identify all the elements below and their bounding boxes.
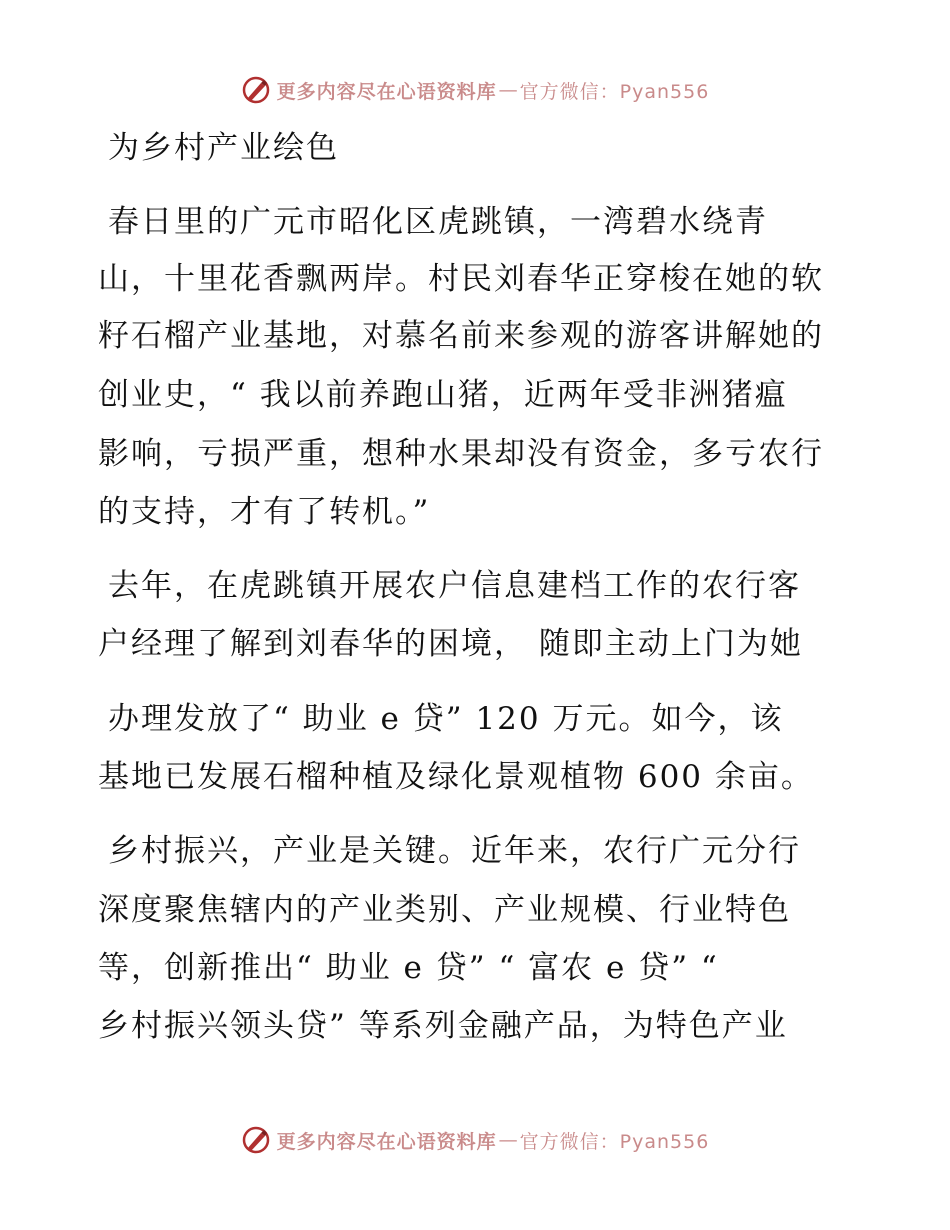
watermark-separator: — bbox=[498, 1129, 518, 1151]
watermark-wechat-text: 官方微信：Pyan556 bbox=[519, 80, 710, 103]
document-title: 为乡村产业绘色 bbox=[108, 130, 339, 166]
paragraph-line: 创业史，“ 我以前养跑山猪，近两年受非洲猪瘟 bbox=[98, 377, 788, 413]
header-watermark bbox=[0, 72, 950, 108]
paragraph-line: 乡村振兴，产业是关键。近年来，农行广元分行 bbox=[108, 833, 801, 869]
watermark-separator: — bbox=[498, 79, 518, 101]
watermark-wechat-text: 官方微信：Pyan556 bbox=[519, 1130, 710, 1153]
pen-logo-icon bbox=[241, 75, 271, 105]
paragraph-line: 办理发放了“ 助业 e 贷” 120 万元。如今，该 bbox=[108, 701, 784, 737]
watermark-site-text: 更多内容尽在心语资料库 bbox=[276, 1130, 497, 1153]
paragraph-line: 春日里的广元市昭化区虎跳镇，一湾碧水绕青 bbox=[108, 204, 768, 240]
paragraph-line: 基地已发展石榴种植及绿化景观植物 600 余亩。 bbox=[98, 759, 814, 795]
pen-logo-icon bbox=[241, 1125, 271, 1155]
paragraph-line: 去年，在虎跳镇开展农户信息建档工作的农行客 bbox=[108, 568, 801, 604]
paragraph-line: 的支持，才有了转机。” bbox=[98, 494, 431, 530]
paragraph-line: 乡村振兴领头贷” 等系列金融产品，为特色产业 bbox=[98, 1008, 788, 1044]
paragraph-line: 深度聚焦辖内的产业类别、产业规模、行业特色 bbox=[98, 892, 791, 928]
footer-watermark bbox=[0, 1122, 950, 1158]
paragraph-line: 籽石榴产业基地，对慕名前来参观的游客讲解她的 bbox=[98, 318, 824, 354]
paragraph-line: 山，十里花香飘两岸。村民刘春华正穿梭在她的软 bbox=[98, 261, 824, 297]
paragraph-line: 等，创新推出“ 助业 e 贷” “ 富农 e 贷” “ bbox=[98, 950, 719, 986]
paragraph-line: 影响，亏损严重，想种水果却没有资金，多亏农行 bbox=[98, 436, 824, 472]
paragraph-line: 户经理了解到刘春华的困境， 随即主动上门为她 bbox=[98, 626, 803, 662]
watermark-site-text: 更多内容尽在心语资料库 bbox=[276, 80, 497, 103]
